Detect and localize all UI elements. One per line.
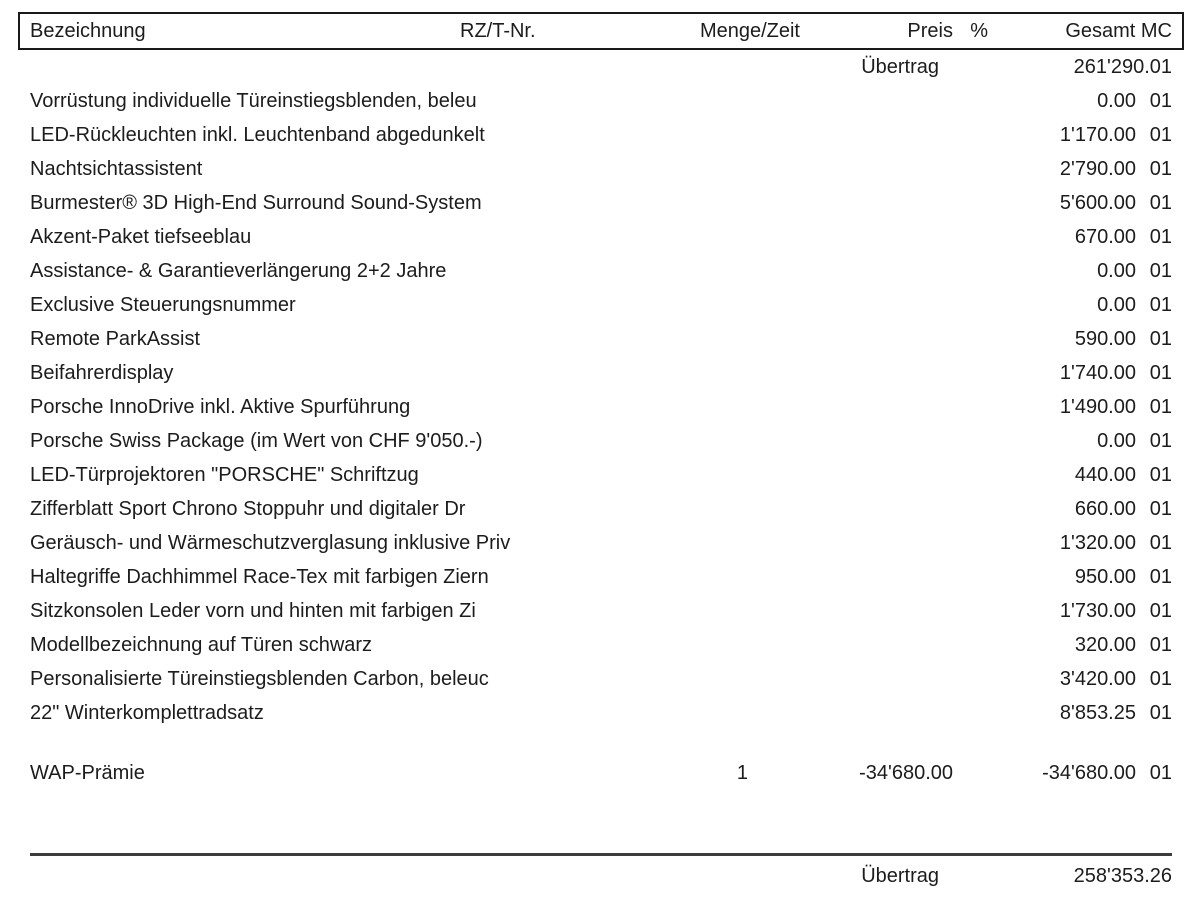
- item-posting-code: 01: [1149, 362, 1172, 384]
- item-quantity: [560, 322, 800, 356]
- item-posting-code: 01: [1149, 668, 1172, 690]
- item-rz-number: [440, 84, 560, 118]
- item-rz-number: [440, 118, 560, 152]
- item-quantity: [560, 424, 800, 458]
- item-quantity: [560, 186, 800, 220]
- item-price: [800, 254, 953, 288]
- item-percent: [953, 84, 995, 118]
- item-quantity: [560, 560, 800, 594]
- item-description: Beifahrerdisplay: [30, 362, 174, 384]
- item-amount: 0.00: [1097, 294, 1136, 316]
- item-rz-number: [440, 390, 560, 424]
- item-amount: 950.00: [1074, 566, 1136, 588]
- item-amount: 1'320.00: [1059, 532, 1136, 554]
- item-posting-code: 01: [1149, 192, 1172, 214]
- item-price: [800, 458, 953, 492]
- item-quantity: [560, 662, 800, 696]
- table-row: [30, 424, 1172, 458]
- item-percent: [953, 526, 995, 560]
- item-amount: 1'170.00: [1059, 124, 1136, 146]
- item-quantity: [560, 356, 800, 390]
- item-price: [800, 492, 953, 526]
- carry-forward-bottom-row: [30, 859, 1172, 893]
- item-price: [800, 560, 953, 594]
- item-price: [800, 628, 953, 662]
- item-rz-number: [440, 356, 560, 390]
- carry-forward-label: Übertrag: [861, 865, 939, 887]
- item-description: Exclusive Steuerungsnummer: [30, 294, 296, 316]
- carry-forward-top-row: [30, 50, 1172, 84]
- item-posting-code: 01: [1149, 226, 1172, 248]
- item-posting-code: 01: [1149, 124, 1172, 146]
- col-header-preis: Preis: [907, 20, 953, 42]
- item-percent: [953, 390, 995, 424]
- item-price: [800, 696, 953, 730]
- item-quantity: [560, 288, 800, 322]
- item-description: 22" Winterkomplettradsatz: [30, 702, 264, 724]
- item-description: Porsche Swiss Package (im Wert von CHF 9'050.-): [30, 430, 483, 452]
- col-header-gesamt-mc: Gesamt MC: [1065, 20, 1172, 42]
- item-posting-code: 01: [1149, 328, 1172, 350]
- carry-forward-label: Übertrag: [861, 56, 939, 78]
- table-row: [30, 288, 1172, 322]
- item-price: [800, 322, 953, 356]
- item-description: Nachtsichtassistent: [30, 158, 203, 180]
- table-row: [30, 254, 1172, 288]
- item-amount: 0.00: [1097, 260, 1136, 282]
- item-percent: [953, 628, 995, 662]
- table-row: [30, 696, 1172, 730]
- table-row: [30, 118, 1172, 152]
- item-price: [800, 424, 953, 458]
- col-header-percent: %: [970, 20, 988, 42]
- item-description: Geräusch- und Wärmeschutzverglasung inklusive Priv: [30, 532, 511, 554]
- item-rz-number: [440, 254, 560, 288]
- item-rz-number: [440, 220, 560, 254]
- col-header-rz-t-nr: RZ/T-Nr.: [460, 20, 536, 42]
- item-posting-code: 01: [1149, 600, 1172, 622]
- item-rows: [30, 84, 1172, 730]
- item-percent: [953, 322, 995, 356]
- item-quantity: [560, 152, 800, 186]
- item-rz-number: [440, 458, 560, 492]
- col-header-bezeichnung: Bezeichnung: [30, 20, 146, 42]
- table-row: [30, 356, 1172, 390]
- table-row: [30, 662, 1172, 696]
- item-rz-number: [440, 628, 560, 662]
- item-rz-number: [440, 424, 560, 458]
- adjustment-amount: -34'680.00: [1042, 762, 1136, 784]
- blank-gap: [30, 730, 1172, 756]
- table-row: [30, 220, 1172, 254]
- item-rz-number: [440, 696, 560, 730]
- item-amount: 5'600.00: [1059, 192, 1136, 214]
- item-percent: [953, 696, 995, 730]
- item-description: Akzent-Paket tiefseeblau: [30, 226, 252, 248]
- item-percent: [953, 152, 995, 186]
- adjustment-quantity: 1: [736, 762, 748, 784]
- table-body: [30, 50, 1172, 893]
- item-percent: [953, 186, 995, 220]
- item-rz-number: [440, 322, 560, 356]
- item-percent: [953, 492, 995, 526]
- table-row: [30, 84, 1172, 118]
- item-percent: [953, 458, 995, 492]
- item-posting-code: 01: [1149, 396, 1172, 418]
- item-percent: [953, 118, 995, 152]
- item-description: Haltegriffe Dachhimmel Race-Tex mit farbigen Ziern: [30, 566, 489, 588]
- item-rz-number: [440, 152, 560, 186]
- item-quantity: [560, 118, 800, 152]
- item-price: [800, 526, 953, 560]
- item-rz-number: [440, 594, 560, 628]
- item-description: Burmester® 3D High-End Surround Sound-System: [30, 192, 482, 214]
- item-description: Remote ParkAssist: [30, 328, 201, 350]
- item-percent: [953, 424, 995, 458]
- item-posting-code: 01: [1149, 90, 1172, 112]
- adjustment-posting-code: 01: [1149, 762, 1172, 784]
- item-description: Personalisierte Türeinstiegsblenden Carbon, beleuc: [30, 668, 489, 690]
- adjustment-description: WAP-Prämie: [30, 762, 145, 784]
- item-amount: 590.00: [1074, 328, 1136, 350]
- item-amount: 2'790.00: [1059, 158, 1136, 180]
- table-row: [30, 560, 1172, 594]
- item-description: Porsche InnoDrive inkl. Aktive Spurführung: [30, 396, 411, 418]
- item-quantity: [560, 220, 800, 254]
- item-price: [800, 84, 953, 118]
- item-quantity: [560, 458, 800, 492]
- item-amount: 1'490.00: [1059, 396, 1136, 418]
- table-row: [30, 390, 1172, 424]
- item-price: [800, 152, 953, 186]
- item-description: Vorrüstung individuelle Türeinstiegsblenden, beleu: [30, 90, 477, 112]
- item-rz-number: [440, 662, 560, 696]
- item-price: [800, 186, 953, 220]
- item-rz-number: [440, 526, 560, 560]
- item-percent: [953, 254, 995, 288]
- item-quantity: [560, 390, 800, 424]
- item-description: Modellbezeichnung auf Türen schwarz: [30, 634, 373, 656]
- item-price: [800, 390, 953, 424]
- item-rz-number: [440, 186, 560, 220]
- item-quantity: [560, 526, 800, 560]
- adjustment-row: [30, 756, 1172, 790]
- item-quantity: [560, 696, 800, 730]
- item-posting-code: 01: [1149, 634, 1172, 656]
- table-row: [30, 492, 1172, 526]
- table-row: [30, 458, 1172, 492]
- col-header-menge-zeit: Menge/Zeit: [699, 20, 800, 42]
- table-row: [30, 152, 1172, 186]
- item-posting-code: 01: [1149, 566, 1172, 588]
- item-quantity: [560, 492, 800, 526]
- table-row: [30, 628, 1172, 662]
- item-posting-code: 01: [1149, 294, 1172, 316]
- item-amount: 670.00: [1074, 226, 1136, 248]
- item-amount: 0.00: [1097, 90, 1136, 112]
- item-description: Assistance- & Garantieverlängerung 2+2 Jahre: [30, 260, 447, 282]
- table-header-row: [18, 12, 1184, 50]
- item-quantity: [560, 254, 800, 288]
- carry-forward-amount: 258'353.26: [1073, 865, 1172, 887]
- item-description: Zifferblatt Sport Chrono Stoppuhr und digitaler Dr: [30, 498, 466, 520]
- item-description: Sitzkonsolen Leder vorn und hinten mit farbigen Zi: [30, 600, 476, 622]
- item-description: LED-Türprojektoren "PORSCHE" Schriftzug: [30, 464, 419, 486]
- item-amount: 8'853.25: [1059, 702, 1136, 724]
- item-price: [800, 662, 953, 696]
- item-percent: [953, 220, 995, 254]
- item-amount: 0.00: [1097, 430, 1136, 452]
- item-rz-number: [440, 288, 560, 322]
- item-posting-code: 01: [1149, 158, 1172, 180]
- table-row: [30, 594, 1172, 628]
- adjustment-price: -34'680.00: [859, 762, 953, 784]
- item-percent: [953, 560, 995, 594]
- item-posting-code: 01: [1149, 702, 1172, 724]
- item-rz-number: [440, 492, 560, 526]
- item-quantity: [560, 628, 800, 662]
- total-divider-line: [30, 853, 1172, 856]
- item-price: [800, 356, 953, 390]
- item-price: [800, 594, 953, 628]
- item-quantity: [560, 594, 800, 628]
- table-row: [30, 526, 1172, 560]
- item-price: [800, 118, 953, 152]
- item-percent: [953, 662, 995, 696]
- carry-forward-amount: 261'290.01: [1073, 56, 1172, 78]
- item-percent: [953, 356, 995, 390]
- item-price: [800, 220, 953, 254]
- item-amount: 320.00: [1074, 634, 1136, 656]
- item-amount: 1'740.00: [1059, 362, 1136, 384]
- table-row: [30, 186, 1172, 220]
- table-row: [30, 322, 1172, 356]
- item-quantity: [560, 84, 800, 118]
- item-amount: 3'420.00: [1059, 668, 1136, 690]
- item-posting-code: 01: [1149, 532, 1172, 554]
- item-rz-number: [440, 560, 560, 594]
- item-posting-code: 01: [1149, 464, 1172, 486]
- item-amount: 440.00: [1074, 464, 1136, 486]
- item-price: [800, 288, 953, 322]
- item-posting-code: 01: [1149, 498, 1172, 520]
- item-percent: [953, 594, 995, 628]
- item-amount: 660.00: [1074, 498, 1136, 520]
- item-percent: [953, 288, 995, 322]
- item-posting-code: 01: [1149, 430, 1172, 452]
- item-amount: 1'730.00: [1059, 600, 1136, 622]
- item-posting-code: 01: [1149, 260, 1172, 282]
- item-description: LED-Rückleuchten inkl. Leuchtenband abgedunkelt: [30, 124, 485, 146]
